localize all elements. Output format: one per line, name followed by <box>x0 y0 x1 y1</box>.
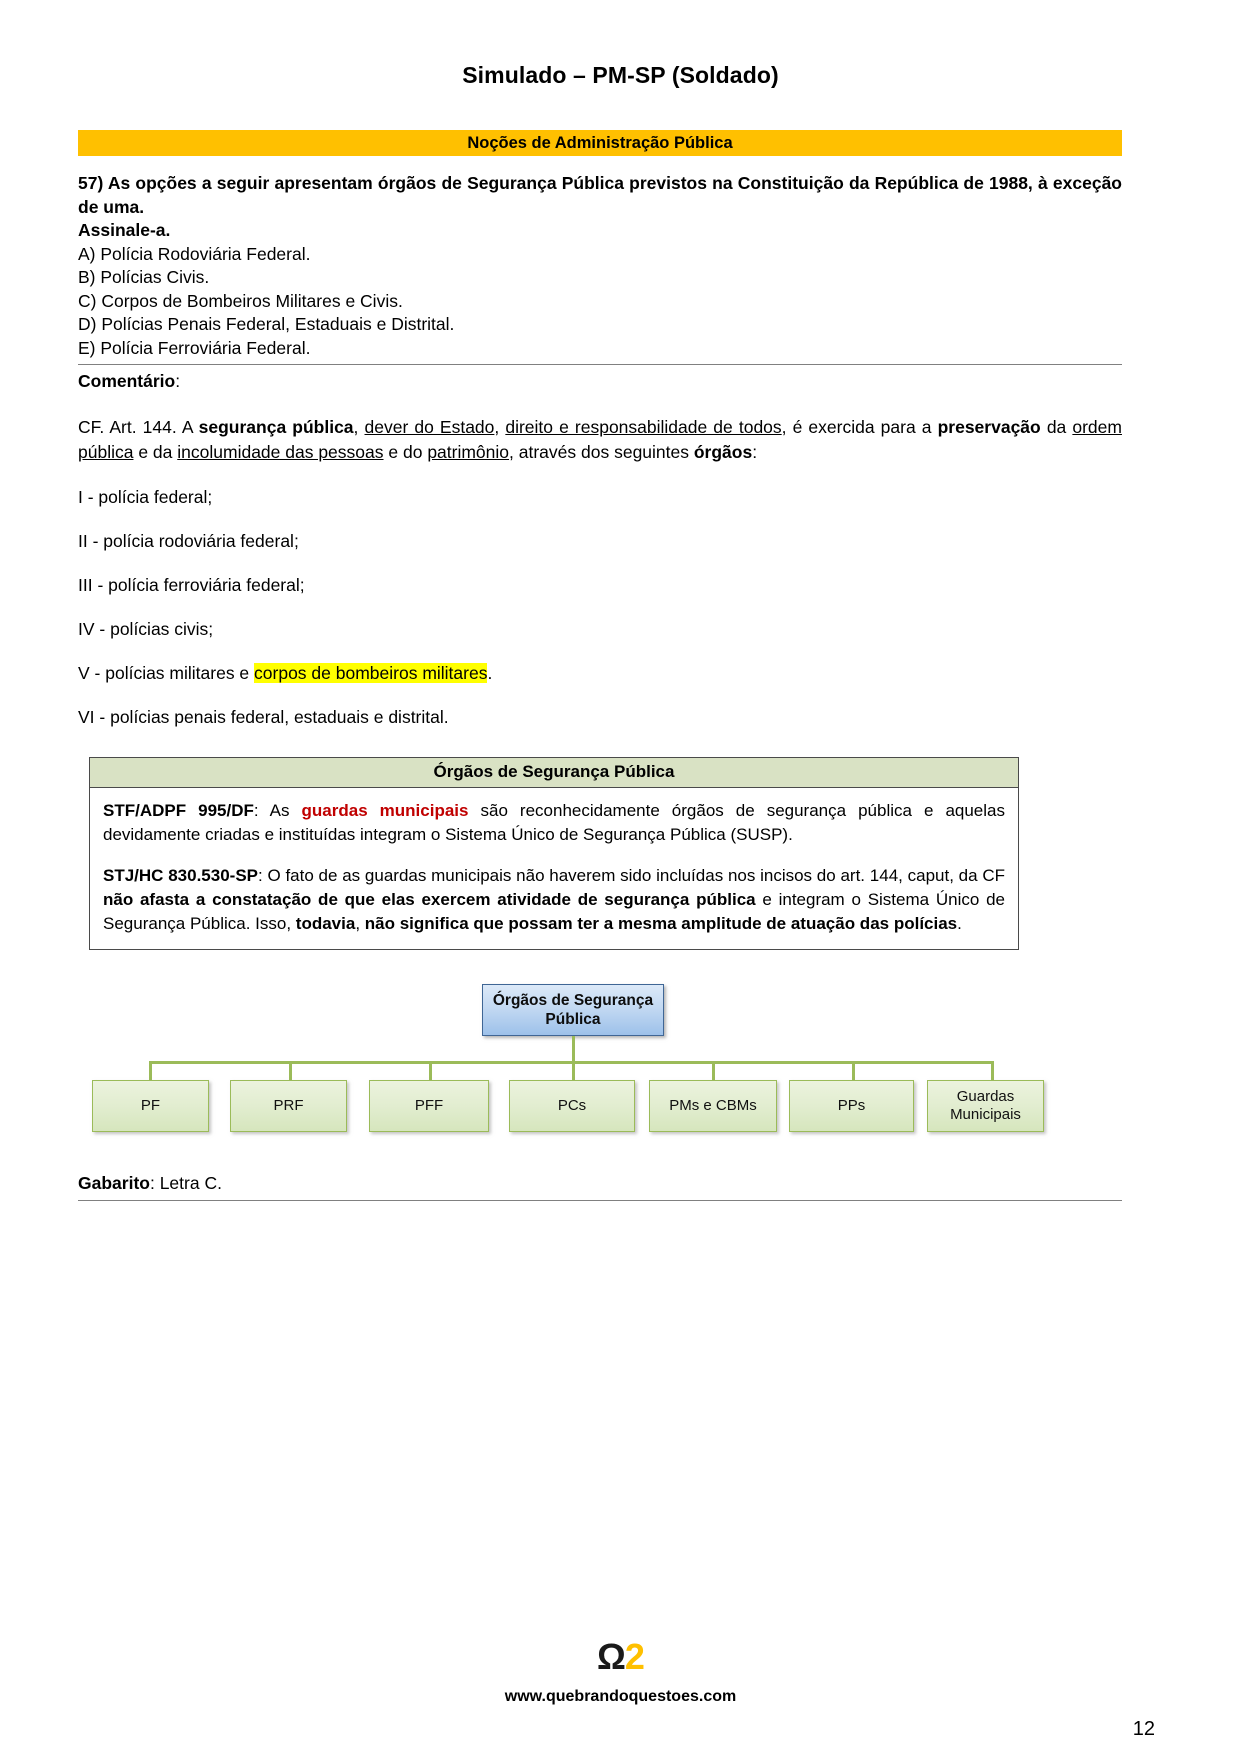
stf-source: STF/ADPF 995/DF <box>103 801 254 820</box>
stj-bold-2: todavia <box>295 914 356 933</box>
inciso-vi: VI - polícias penais federal, estaduais e distrital. <box>78 707 449 727</box>
org-chart-node-pms-cbms: PMs e CBMs <box>649 1080 777 1132</box>
cf-text-5: da <box>1040 417 1073 437</box>
divider-above-comment <box>78 364 1122 365</box>
stj-text-1: : O fato de as guardas municipais não haverem sido incluídas nos incisos do art. 144, caput, da CF <box>258 866 1005 885</box>
inciso-v-prefix: V - polícias militares e <box>78 663 255 683</box>
cf-underline-5: patrimônio <box>427 442 510 462</box>
stj-text-3: , <box>355 914 365 933</box>
cf-bold-3: órgãos <box>693 442 753 462</box>
stf-text-2: são reconhecidamente órgãos de segurança pública e aquelas devidamente criadas e instituídas integram o Sistema Único de Segurança Pública (SUSP). <box>103 801 1005 844</box>
stj-bold-1: não afasta a constatação de que elas exercem atividade de segurança pública <box>103 890 756 909</box>
subject-banner: Noções de Administração Pública <box>78 130 1122 156</box>
org-chart-connector-child-7 <box>991 1061 994 1082</box>
org-chart <box>78 984 1122 1144</box>
alternative-d: D) Polícias Penais Federal, Estaduais e Distrital. <box>78 314 455 334</box>
cf-text-1: CF. Art. 144. A <box>78 417 199 437</box>
logo-two: 2 <box>624 1636 644 1677</box>
stf-text-1: : As <box>253 801 302 820</box>
org-chart-node-pf: PF <box>92 1080 209 1132</box>
cf-underline-4: incolumidade das pessoas <box>177 442 384 462</box>
info-box-header: Órgãos de Segurança Pública <box>90 758 1018 788</box>
cf-bold-1: segurança pública <box>198 417 354 437</box>
stj-text-2: e integram o Sistema Único de Segurança Pública. Isso, <box>103 890 1005 933</box>
inciso-i: I - polícia federal; <box>78 487 213 507</box>
stj-bold-3: não significa que possam ter a mesma amplitude de atuação das polícias <box>364 914 958 933</box>
cf-text-4: , é exercida para a <box>781 417 938 437</box>
omega-icon: Ω <box>597 1636 625 1677</box>
cf-text-9: : <box>752 442 758 462</box>
cf-underline-1: dever do Estado <box>364 417 495 437</box>
comment-label-text: Comentário <box>78 371 176 391</box>
stj-paragraph <box>103 864 1005 936</box>
alternative-e: E) Polícia Ferroviária Federal. <box>78 337 311 358</box>
inciso-v <box>78 641 1122 685</box>
info-box-body <box>90 788 1018 949</box>
page-title: Simulado – PM-SP (Soldado) <box>462 62 779 88</box>
gabarito-label: Gabarito <box>78 1173 150 1193</box>
footer-website-url: www.quebrandoquestoes.com <box>504 1688 737 1705</box>
alternative-a: A) Polícia Rodoviária Federal. <box>78 243 311 264</box>
org-chart-node-guardas-municipais: Guardas Municipais <box>927 1080 1044 1132</box>
cf-underline-2: direito e responsabilidade de todos <box>505 417 782 437</box>
inciso-iii: III - polícia ferroviária federal; <box>78 575 305 595</box>
cf-bold-2: preservação <box>937 417 1041 437</box>
org-chart-root-node: Órgãos de Segurança Pública <box>482 984 664 1036</box>
inciso-ii: II - polícia rodoviária federal; <box>78 531 299 551</box>
info-box-orgaos-seguranca-publica <box>89 757 1019 950</box>
cf-text-6: e da <box>133 442 178 462</box>
cf-article-paragraph <box>78 393 1122 465</box>
divider-below-gabarito <box>78 1200 1122 1201</box>
gabarito-value: : Letra C. <box>149 1173 222 1193</box>
org-chart-connector-child-2 <box>289 1061 292 1082</box>
cf-text-8: , através dos seguintes <box>509 442 694 462</box>
gabarito-line <box>78 1172 1122 1195</box>
cf-text-3: , <box>494 417 506 437</box>
alternative-c: C) Corpos de Bombeiros Militares e Civis. <box>78 290 403 311</box>
alternative-b: B) Polícias Civis. <box>78 267 210 287</box>
org-chart-connector-child-5 <box>712 1061 715 1082</box>
cf-text-2: , <box>353 417 365 437</box>
page-content <box>78 172 1122 1201</box>
org-chart-connector-child-6 <box>852 1061 855 1082</box>
org-chart-connector-root <box>572 1036 575 1063</box>
inciso-v-suffix: . <box>487 663 493 683</box>
stj-source: STJ/HC 830.530-SP <box>103 866 258 885</box>
org-chart-connector-child-3 <box>429 1061 432 1082</box>
org-chart-connector-child-4 <box>572 1061 575 1082</box>
inciso-iv: IV - polícias civis; <box>78 619 214 639</box>
org-chart-node-pps: PPs <box>789 1080 914 1132</box>
comment-label <box>78 369 1122 393</box>
org-chart-node-pff: PFF <box>369 1080 489 1132</box>
org-chart-connector-child-1 <box>149 1061 152 1082</box>
cf-underline-3: ordem pública <box>78 417 1122 462</box>
org-chart-connector-horizontal <box>149 1061 993 1064</box>
org-chart-node-prf: PRF <box>230 1080 347 1132</box>
page-number: 12 <box>1132 1718 1155 1740</box>
stj-text-4: . <box>957 914 962 933</box>
org-chart-node-pcs: PCs <box>509 1080 635 1132</box>
question-instruction: Assinale-a. <box>78 220 171 240</box>
question-stem: 57) As opções a seguir apresentam órgãos de Segurança Pública previstos na Constituição da República de 1988, à exceção de uma. <box>78 173 1122 217</box>
brand-logo <box>0 1638 1241 1676</box>
stf-highlight-red: guardas municipais <box>301 801 469 820</box>
comment-label-colon: : <box>175 371 181 391</box>
cf-text-7: e do <box>383 442 428 462</box>
inciso-v-highlight: corpos de bombeiros militares <box>254 663 488 683</box>
stf-paragraph <box>103 799 1005 847</box>
